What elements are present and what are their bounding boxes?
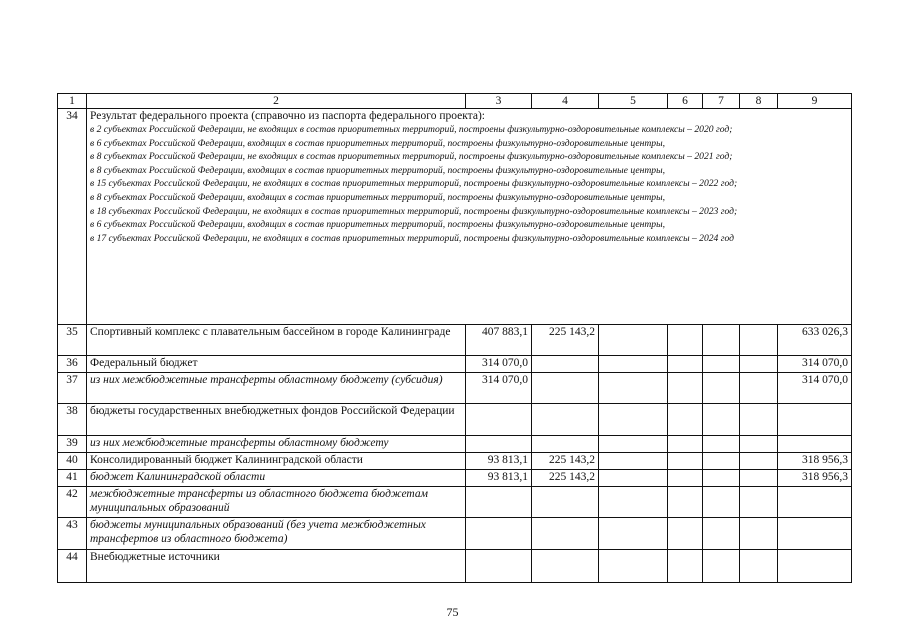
empty-cell: [740, 436, 778, 453]
empty-cell: [703, 356, 740, 373]
empty-cell: [599, 325, 668, 356]
row-number: 34: [58, 109, 87, 325]
empty-cell: [740, 487, 778, 518]
table-row: [58, 550, 852, 583]
value-col9: 633 026,3: [778, 325, 852, 356]
header-cell: 9: [778, 94, 852, 109]
header-cell: 6: [668, 94, 703, 109]
value-col4: 225 143,2: [532, 325, 599, 356]
federal-project-result-cell: [87, 109, 852, 325]
value-col4: [532, 436, 599, 453]
table-row: [58, 487, 852, 518]
empty-cell: [703, 470, 740, 487]
row-number: 42: [58, 487, 87, 518]
header-cell: 3: [466, 94, 532, 109]
table-row: [58, 325, 852, 356]
row-name: Федеральный бюджет: [87, 356, 466, 373]
row-number: 38: [58, 404, 87, 436]
row-name: межбюджетные трансферты из областного бюджета бюджетам муниципальных образований: [87, 487, 466, 518]
row-number: 36: [58, 356, 87, 373]
result-item: в 17 субъектах Российской Федерации, не входящих в состав приоритетных территорий, построены физкультурно-оздоровительные комплексы – 2024 год: [90, 232, 735, 244]
value-col4: [532, 404, 599, 436]
empty-cell: [668, 436, 703, 453]
row-number: 44: [58, 550, 87, 583]
result-item: в 2 субъектах Российской Федерации, не входящих в состав приоритетных территорий, построены физкультурно-оздоровительные комплексы – 2020 год;: [90, 124, 733, 135]
empty-cell: [599, 470, 668, 487]
empty-cell: [740, 356, 778, 373]
row-name: Внебюджетные источники: [87, 550, 466, 583]
empty-cell: [668, 470, 703, 487]
header-row: [58, 94, 852, 109]
federal-project-result-title: Результат федерального проекта (справочно из паспорта федерального проекта):: [90, 110, 485, 122]
value-col3: [466, 550, 532, 583]
value-col4: 225 143,2: [532, 470, 599, 487]
value-col9: [778, 404, 852, 436]
result-item: в 6 субъектах Российской Федерации, входящих в состав приоритетных территорий, построены физкультурно-оздоровительные центры,: [90, 219, 666, 231]
empty-cell: [599, 453, 668, 470]
row-name: из них межбюджетные трансферты областному бюджету: [87, 436, 466, 453]
table-body: [58, 94, 852, 583]
row-number: 40: [58, 453, 87, 470]
value-col9: 318 956,3: [778, 470, 852, 487]
row-name: бюджеты муниципальных образований (без учета межбюджетных трансфертов из областного бюджета): [87, 518, 466, 550]
empty-cell: [740, 550, 778, 583]
table-row: [58, 373, 852, 404]
header-cell: 8: [740, 94, 778, 109]
table-row: [58, 470, 852, 487]
value-col4: [532, 373, 599, 404]
row-number: 37: [58, 373, 87, 404]
row-number: 39: [58, 436, 87, 453]
result-item: в 8 субъектах Российской Федерации, входящих в состав приоритетных территорий, построены физкультурно-оздоровительные центры,: [90, 164, 666, 176]
value-col4: [532, 518, 599, 550]
empty-cell: [740, 325, 778, 356]
value-col9: [778, 436, 852, 453]
header-cell: 1: [58, 94, 87, 109]
table-row: [58, 518, 852, 550]
empty-cell: [703, 487, 740, 518]
empty-cell: [703, 325, 740, 356]
result-item: в 6 субъектах Российской Федерации, входящих в состав приоритетных территорий, построены физкультурно-оздоровительные центры,: [90, 137, 666, 149]
table-row: [58, 356, 852, 373]
table-row: [58, 404, 852, 436]
value-col9: [778, 487, 852, 518]
empty-cell: [703, 436, 740, 453]
row-name: из них межбюджетные трансферты областному бюджету (субсидия): [87, 373, 466, 404]
empty-cell: [740, 404, 778, 436]
result-item: в 15 субъектах Российской Федерации, не входящих в состав приоритетных территорий, построены физкультурно-оздоровительные комплексы – 2022 год;: [90, 178, 738, 190]
empty-cell: [599, 487, 668, 518]
empty-cell: [740, 373, 778, 404]
value-col3: [466, 518, 532, 550]
empty-cell: [599, 373, 668, 404]
empty-cell: [599, 356, 668, 373]
row-name: Спортивный комплекс с плавательным бассейном в городе Калининграде: [87, 325, 466, 356]
empty-cell: [668, 518, 703, 550]
result-item: в 8 субъектах Российской Федерации, не входящих в состав приоритетных территорий, построены физкультурно-оздоровительные комплексы – 2021 год;: [90, 151, 733, 163]
value-col4: 225 143,2: [532, 453, 599, 470]
row-name: Консолидированный бюджет Калининградской области: [87, 453, 466, 470]
value-col9: 314 070,0: [778, 373, 852, 404]
value-col3: [466, 487, 532, 518]
header-cell: 7: [703, 94, 740, 109]
header-cell: 4: [532, 94, 599, 109]
empty-cell: [668, 550, 703, 583]
row-number: 35: [58, 325, 87, 356]
page-number: 75: [446, 605, 459, 619]
table-row: [58, 453, 852, 470]
header-cell: 2: [87, 94, 466, 109]
empty-cell: [668, 453, 703, 470]
value-col3: [466, 404, 532, 436]
table-row: [58, 109, 852, 325]
value-col3: [466, 436, 532, 453]
empty-cell: [668, 487, 703, 518]
value-col3: 407 883,1: [466, 325, 532, 356]
header-cell: 5: [599, 94, 668, 109]
empty-cell: [599, 404, 668, 436]
empty-cell: [740, 518, 778, 550]
budget-table: [57, 93, 852, 583]
value-col9: 318 956,3: [778, 453, 852, 470]
empty-cell: [703, 550, 740, 583]
empty-cell: [740, 470, 778, 487]
empty-cell: [740, 453, 778, 470]
value-col3: 314 070,0: [466, 373, 532, 404]
row-name: бюджеты государственных внебюджетных фондов Российской Федерации: [87, 404, 466, 436]
empty-cell: [599, 436, 668, 453]
value-col9: [778, 550, 852, 583]
empty-cell: [599, 518, 668, 550]
empty-cell: [703, 404, 740, 436]
value-col4: [532, 356, 599, 373]
table-row: [58, 436, 852, 453]
value-col3: 93 813,1: [466, 470, 532, 487]
row-number: 41: [58, 470, 87, 487]
empty-cell: [668, 356, 703, 373]
empty-cell: [668, 325, 703, 356]
value-col3: 314 070,0: [466, 356, 532, 373]
empty-cell: [668, 404, 703, 436]
value-col4: [532, 487, 599, 518]
row-number: 43: [58, 518, 87, 550]
empty-cell: [703, 518, 740, 550]
result-item: в 18 субъектах Российской Федерации, не входящих в состав приоритетных территорий, построены физкультурно-оздоровительные комплексы – 2023 год;: [90, 205, 738, 217]
empty-cell: [668, 373, 703, 404]
result-item: в 8 субъектах Российской Федерации, входящих в состав приоритетных территорий, построены физкультурно-оздоровительные центры,: [90, 191, 666, 203]
empty-cell: [703, 373, 740, 404]
empty-cell: [703, 453, 740, 470]
value-col4: [532, 550, 599, 583]
value-col9: 314 070,0: [778, 356, 852, 373]
value-col9: [778, 518, 852, 550]
value-col3: 93 813,1: [466, 453, 532, 470]
empty-cell: [599, 550, 668, 583]
row-name: бюджет Калининградской области: [87, 470, 466, 487]
